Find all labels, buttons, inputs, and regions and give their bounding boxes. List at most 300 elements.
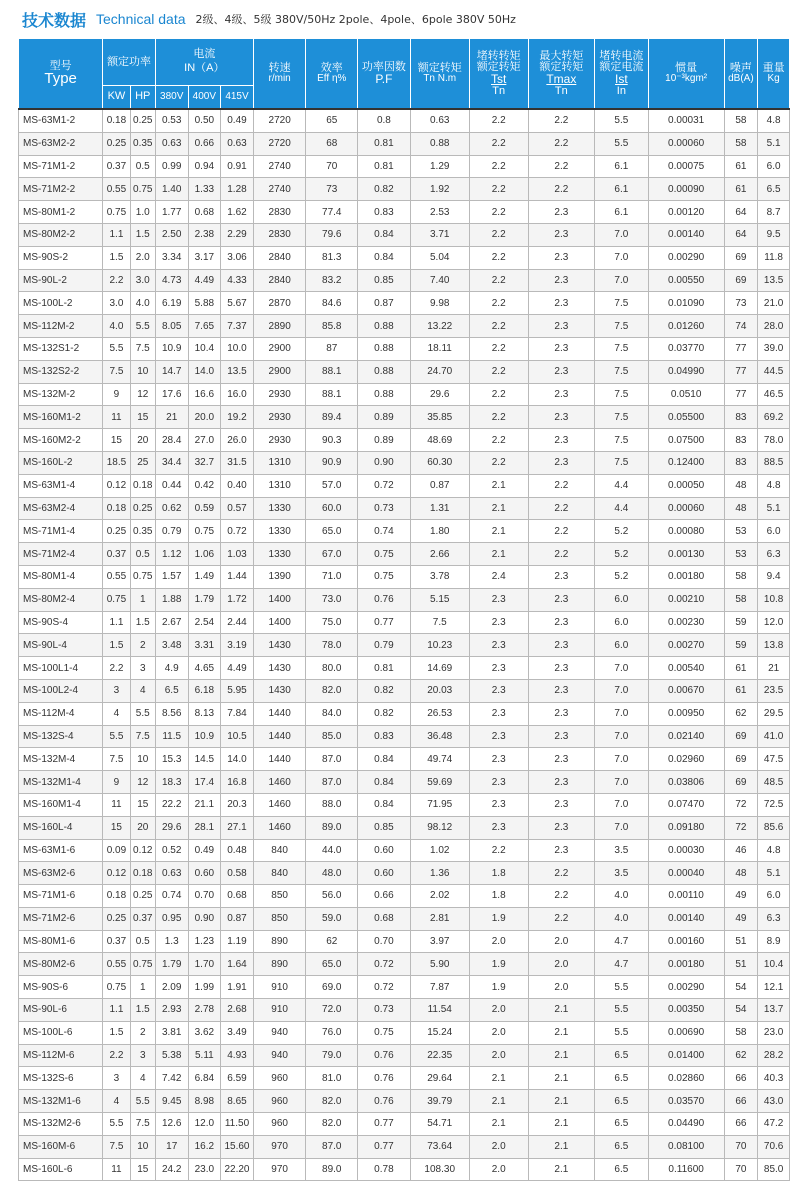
cell-current-415v: 2.29 [221,223,254,246]
col-speed [253,39,306,110]
cell-rated-torque: 0.63 [410,109,469,132]
cell-hp: 5.5 [130,702,155,725]
cell-hp: 12 [130,771,155,794]
cell-tst-ratio: 1.8 [469,862,528,885]
cell-inertia: 0.04490 [648,1113,724,1136]
cell-tmax-ratio: 2.3 [528,771,594,794]
cell-tmax-ratio: 2.0 [528,976,594,999]
cell-model: MS-71M1-4 [19,520,103,543]
cell-noise: 58 [724,132,758,155]
cell-current-380v: 9.45 [155,1090,188,1113]
table-row [19,132,790,155]
cell-rated-torque: 2.81 [410,907,469,930]
cell-rated-torque: 35.85 [410,406,469,429]
col-current-cn: 电流 [193,46,216,60]
cell-kw: 18.5 [103,451,130,474]
cell-weight: 9.4 [758,565,790,588]
cell-tmax-ratio: 2.3 [528,565,594,588]
cell-current-380v: 0.53 [155,109,188,132]
cell-rated-torque: 22.35 [410,1044,469,1067]
cell-current-400v: 2.78 [188,999,221,1022]
cell-power-factor: 0.81 [358,132,411,155]
cell-weight: 11.8 [758,246,790,269]
cell-model: MS-132M2-6 [19,1113,103,1136]
cell-tmax-ratio: 2.0 [528,953,594,976]
cell-model: MS-90S-6 [19,976,103,999]
cell-power-factor: 0.81 [358,155,411,178]
cell-tmax-ratio: 2.1 [528,999,594,1022]
cell-current-415v: 4.49 [221,657,254,680]
cell-tst-ratio: 2.0 [469,1044,528,1067]
cell-current-415v: 4.93 [221,1044,254,1067]
cell-power-factor: 0.88 [358,360,411,383]
col-noise-en: dB(A) [728,73,754,85]
cell-current-415v: 22.20 [221,1158,254,1181]
cell-inertia: 0.05500 [648,406,724,429]
cell-hp: 1.0 [130,201,155,224]
cell-speed: 910 [253,999,306,1022]
cell-efficiency: 87.0 [306,748,358,771]
cell-weight: 46.5 [758,383,790,406]
cell-speed: 960 [253,1113,306,1136]
cell-rated-torque: 71.95 [410,793,469,816]
cell-tmax-ratio: 2.1 [528,1113,594,1136]
cell-current-415v: 3.49 [221,1021,254,1044]
cell-hp: 1.5 [130,611,155,634]
cell-model: MS-63M2-2 [19,132,103,155]
cell-speed: 1430 [253,657,306,680]
page-header [0,0,800,38]
cell-weight: 5.1 [758,862,790,885]
cell-weight: 6.0 [758,520,790,543]
cell-current-400v: 0.90 [188,907,221,930]
cell-power-factor: 0.89 [358,406,411,429]
cell-inertia: 0.01090 [648,292,724,315]
table-row [19,383,790,406]
cell-kw: 3 [103,1067,130,1090]
cell-ist-ratio: 7.0 [595,725,649,748]
cell-power-factor: 0.87 [358,292,411,315]
cell-speed: 2720 [253,109,306,132]
cell-tst-ratio: 2.1 [469,1113,528,1136]
cell-current-415v: 7.37 [221,315,254,338]
cell-ist-ratio: 4.0 [595,907,649,930]
cell-power-factor: 0.90 [358,451,411,474]
cell-kw: 0.55 [103,953,130,976]
cell-rated-torque: 7.40 [410,269,469,292]
cell-current-415v: 10.0 [221,337,254,360]
cell-current-415v: 0.58 [221,862,254,885]
table-row [19,360,790,383]
table-row [19,793,790,816]
cell-current-415v: 1.28 [221,178,254,201]
cell-ist-ratio: 6.5 [595,1135,649,1158]
cell-tst-ratio: 2.0 [469,1158,528,1181]
cell-current-400v: 7.65 [188,315,221,338]
cell-inertia: 0.00160 [648,930,724,953]
cell-current-415v: 0.49 [221,109,254,132]
cell-power-factor: 0.84 [358,793,411,816]
cell-tst-ratio: 2.2 [469,451,528,474]
cell-ist-ratio: 7.0 [595,793,649,816]
cell-inertia: 0.00130 [648,543,724,566]
cell-current-415v: 0.87 [221,907,254,930]
cell-current-400v: 0.75 [188,520,221,543]
cell-tst-ratio: 2.3 [469,611,528,634]
col-type-en: Type [44,70,77,88]
cell-power-factor: 0.84 [358,748,411,771]
cell-inertia: 0.00290 [648,246,724,269]
cell-speed: 1440 [253,748,306,771]
cell-rated-torque: 2.53 [410,201,469,224]
cell-kw: 11 [103,406,130,429]
cell-current-380v: 7.42 [155,1067,188,1090]
cell-hp: 2 [130,634,155,657]
col-380v-label: 380V [160,90,184,102]
cell-speed: 890 [253,953,306,976]
table-row [19,634,790,657]
cell-weight: 28.2 [758,1044,790,1067]
cell-rated-torque: 20.03 [410,679,469,702]
cell-efficiency: 73 [306,178,358,201]
cell-inertia: 0.00670 [648,679,724,702]
cell-model: MS-90S-2 [19,246,103,269]
cell-weight: 4.8 [758,474,790,497]
cell-model: MS-100L-6 [19,1021,103,1044]
cell-weight: 6.0 [758,155,790,178]
cell-noise: 72 [724,816,758,839]
cell-current-400v: 1.23 [188,930,221,953]
cell-current-380v: 8.05 [155,315,188,338]
cell-speed: 940 [253,1044,306,1067]
cell-current-380v: 18.3 [155,771,188,794]
cell-current-400v: 12.0 [188,1113,221,1136]
cell-current-380v: 29.6 [155,816,188,839]
cell-ist-ratio: 6.0 [595,634,649,657]
cell-current-380v: 6.19 [155,292,188,315]
cell-power-factor: 0.83 [358,725,411,748]
col-torque-en: Tn N.m [423,73,457,85]
cell-kw: 0.18 [103,885,130,908]
cell-kw: 2.2 [103,657,130,680]
cell-current-400v: 10.9 [188,725,221,748]
cell-speed: 850 [253,907,306,930]
cell-noise: 77 [724,337,758,360]
cell-tst-ratio: 2.1 [469,1067,528,1090]
cell-noise: 83 [724,451,758,474]
cell-model: MS-71M2-4 [19,543,103,566]
cell-inertia: 0.00290 [648,976,724,999]
cell-model: MS-132S-4 [19,725,103,748]
cell-model: MS-112M-6 [19,1044,103,1067]
cell-tst-ratio: 2.3 [469,793,528,816]
cell-speed: 2930 [253,383,306,406]
cell-noise: 58 [724,588,758,611]
cell-kw: 0.55 [103,565,130,588]
cell-inertia: 0.00060 [648,497,724,520]
cell-inertia: 0.11600 [648,1158,724,1181]
cell-current-415v: 20.3 [221,793,254,816]
cell-power-factor: 0.82 [358,702,411,725]
cell-hp: 4.0 [130,292,155,315]
cell-ist-ratio: 7.0 [595,223,649,246]
cell-kw: 0.37 [103,155,130,178]
cell-tst-ratio: 2.2 [469,292,528,315]
cell-noise: 83 [724,406,758,429]
page-subtitle-spec: 2级、4级、5级 380V/50Hz 2pole、4pole、6pole 380V 50Hz [195,13,516,26]
col-power-kw [103,86,130,110]
cell-weight: 9.5 [758,223,790,246]
cell-current-380v: 0.62 [155,497,188,520]
cell-current-380v: 5.38 [155,1044,188,1067]
cell-rated-torque: 26.53 [410,702,469,725]
cell-tmax-ratio: 2.2 [528,497,594,520]
cell-inertia: 0.03806 [648,771,724,794]
cell-kw: 0.18 [103,109,130,132]
cell-hp: 1 [130,588,155,611]
cell-hp: 0.5 [130,543,155,566]
cell-noise: 83 [724,429,758,452]
cell-power-factor: 0.84 [358,223,411,246]
cell-noise: 77 [724,383,758,406]
cell-current-400v: 6.18 [188,679,221,702]
table-header [19,39,790,110]
cell-speed: 1430 [253,679,306,702]
cell-current-400v: 8.13 [188,702,221,725]
cell-model: MS-100L2-4 [19,679,103,702]
cell-speed: 2740 [253,178,306,201]
cell-weight: 5.1 [758,497,790,520]
cell-hp: 2 [130,1021,155,1044]
cell-current-415v: 3.19 [221,634,254,657]
cell-ist-ratio: 7.5 [595,383,649,406]
cell-kw: 0.25 [103,520,130,543]
cell-tmax-ratio: 2.3 [528,679,594,702]
cell-hp: 0.75 [130,565,155,588]
cell-efficiency: 57.0 [306,474,358,497]
cell-hp: 20 [130,429,155,452]
col-tst-den: Tn [492,84,506,97]
table-row [19,543,790,566]
cell-kw: 0.12 [103,862,130,885]
col-power-hp [130,86,155,110]
cell-kw: 5.5 [103,337,130,360]
cell-current-400v: 0.49 [188,839,221,862]
col-current-415v [221,86,254,110]
cell-inertia: 0.00690 [648,1021,724,1044]
cell-weight: 39.0 [758,337,790,360]
cell-current-380v: 8.56 [155,702,188,725]
cell-current-380v: 10.9 [155,337,188,360]
cell-kw: 0.18 [103,497,130,520]
cell-inertia: 0.00950 [648,702,724,725]
cell-rated-torque: 18.11 [410,337,469,360]
cell-kw: 0.37 [103,543,130,566]
cell-weight: 13.5 [758,269,790,292]
cell-current-415v: 2.68 [221,999,254,1022]
cell-hp: 7.5 [130,1113,155,1136]
cell-current-415v: 1.72 [221,588,254,611]
cell-weight: 21.0 [758,292,790,315]
cell-power-factor: 0.72 [358,976,411,999]
cell-ist-ratio: 5.5 [595,999,649,1022]
cell-tst-ratio: 1.8 [469,885,528,908]
cell-power-factor: 0.73 [358,999,411,1022]
table-row [19,907,790,930]
cell-hp: 15 [130,406,155,429]
cell-model: MS-132M-2 [19,383,103,406]
cell-current-400v: 0.70 [188,885,221,908]
cell-current-415v: 27.1 [221,816,254,839]
cell-speed: 2870 [253,292,306,315]
cell-inertia: 0.00140 [648,907,724,930]
table-row [19,771,790,794]
cell-weight: 4.8 [758,839,790,862]
cell-inertia: 0.07470 [648,793,724,816]
cell-efficiency: 60.0 [306,497,358,520]
cell-current-400v: 5.88 [188,292,221,315]
cell-power-factor: 0.76 [358,1090,411,1113]
cell-current-415v: 5.95 [221,679,254,702]
cell-current-380v: 0.74 [155,885,188,908]
cell-kw: 1.5 [103,634,130,657]
cell-model: MS-160M-6 [19,1135,103,1158]
cell-model: MS-90L-2 [19,269,103,292]
cell-ist-ratio: 4.7 [595,930,649,953]
table-row [19,315,790,338]
col-rated-torque [410,39,469,110]
cell-inertia: 0.00180 [648,953,724,976]
cell-noise: 48 [724,474,758,497]
col-noise-cn: 噪声 [729,61,752,75]
cell-tmax-ratio: 2.3 [528,839,594,862]
cell-weight: 47.5 [758,748,790,771]
cell-kw: 4 [103,702,130,725]
cell-current-380v: 0.63 [155,132,188,155]
cell-ist-ratio: 5.5 [595,109,649,132]
cell-rated-torque: 2.02 [410,885,469,908]
cell-power-factor: 0.82 [358,178,411,201]
cell-tmax-ratio: 2.3 [528,337,594,360]
cell-weight: 85.0 [758,1158,790,1181]
cell-ist-ratio: 7.5 [595,406,649,429]
cell-weight: 8.7 [758,201,790,224]
cell-tmax-ratio: 2.1 [528,1044,594,1067]
cell-hp: 0.5 [130,155,155,178]
cell-noise: 72 [724,793,758,816]
cell-noise: 66 [724,1067,758,1090]
cell-hp: 3.0 [130,269,155,292]
cell-model: MS-160L-2 [19,451,103,474]
cell-current-415v: 1.44 [221,565,254,588]
cell-tmax-ratio: 2.2 [528,155,594,178]
cell-kw: 0.37 [103,930,130,953]
cell-current-380v: 0.79 [155,520,188,543]
cell-model: MS-160L-6 [19,1158,103,1181]
cell-rated-torque: 108.30 [410,1158,469,1181]
cell-kw: 4 [103,1090,130,1113]
cell-efficiency: 87 [306,337,358,360]
cell-model: MS-100L-2 [19,292,103,315]
cell-model: MS-80M2-4 [19,588,103,611]
cell-noise: 59 [724,634,758,657]
cell-weight: 44.5 [758,360,790,383]
cell-tst-ratio: 2.2 [469,155,528,178]
cell-ist-ratio: 3.5 [595,839,649,862]
cell-speed: 1330 [253,520,306,543]
cell-tst-ratio: 2.1 [469,1090,528,1113]
cell-inertia: 0.09180 [648,816,724,839]
cell-noise: 46 [724,839,758,862]
cell-speed: 910 [253,976,306,999]
cell-kw: 0.12 [103,474,130,497]
cell-noise: 49 [724,885,758,908]
cell-current-380v: 12.6 [155,1113,188,1136]
cell-hp: 0.75 [130,953,155,976]
cell-efficiency: 88.0 [306,793,358,816]
cell-inertia: 0.00030 [648,839,724,862]
cell-ist-ratio: 5.2 [595,565,649,588]
cell-speed: 2720 [253,132,306,155]
cell-tmax-ratio: 2.2 [528,862,594,885]
cell-power-factor: 0.81 [358,657,411,680]
cell-current-400v: 3.62 [188,1021,221,1044]
cell-efficiency: 82.0 [306,1113,358,1136]
cell-tmax-ratio: 2.3 [528,451,594,474]
cell-rated-torque: 0.88 [410,132,469,155]
cell-ist-ratio: 4.7 [595,953,649,976]
cell-weight: 12.0 [758,611,790,634]
cell-kw: 0.25 [103,907,130,930]
cell-current-380v: 11.5 [155,725,188,748]
cell-tmax-ratio: 2.2 [528,885,594,908]
page-title-cn: 技术数据 [22,10,87,30]
cell-ist-ratio: 7.0 [595,816,649,839]
table-row [19,725,790,748]
cell-rated-torque: 5.04 [410,246,469,269]
cell-ist-ratio: 7.5 [595,315,649,338]
cell-rated-torque: 2.66 [410,543,469,566]
table-row [19,406,790,429]
cell-tst-ratio: 2.2 [469,406,528,429]
cell-ist-ratio: 7.5 [595,451,649,474]
table-row [19,839,790,862]
cell-tmax-ratio: 2.3 [528,748,594,771]
cell-efficiency: 79.0 [306,1044,358,1067]
cell-inertia: 0.00550 [648,269,724,292]
cell-noise: 51 [724,930,758,953]
cell-speed: 1400 [253,611,306,634]
cell-speed: 2840 [253,269,306,292]
cell-tmax-ratio: 2.2 [528,178,594,201]
cell-kw: 0.75 [103,976,130,999]
cell-speed: 1460 [253,816,306,839]
cell-hp: 2.0 [130,246,155,269]
cell-weight: 13.8 [758,634,790,657]
cell-model: MS-80M2-6 [19,953,103,976]
page-title-en: Technical data [96,11,186,27]
cell-hp: 15 [130,1158,155,1181]
cell-kw: 11 [103,1158,130,1181]
cell-noise: 48 [724,497,758,520]
cell-tst-ratio: 2.2 [469,246,528,269]
cell-model: MS-132S-6 [19,1067,103,1090]
cell-tst-ratio: 2.2 [469,269,528,292]
cell-current-415v: 1.19 [221,930,254,953]
cell-inertia: 0.04990 [648,360,724,383]
cell-efficiency: 56.0 [306,885,358,908]
cell-power-factor: 0.75 [358,543,411,566]
